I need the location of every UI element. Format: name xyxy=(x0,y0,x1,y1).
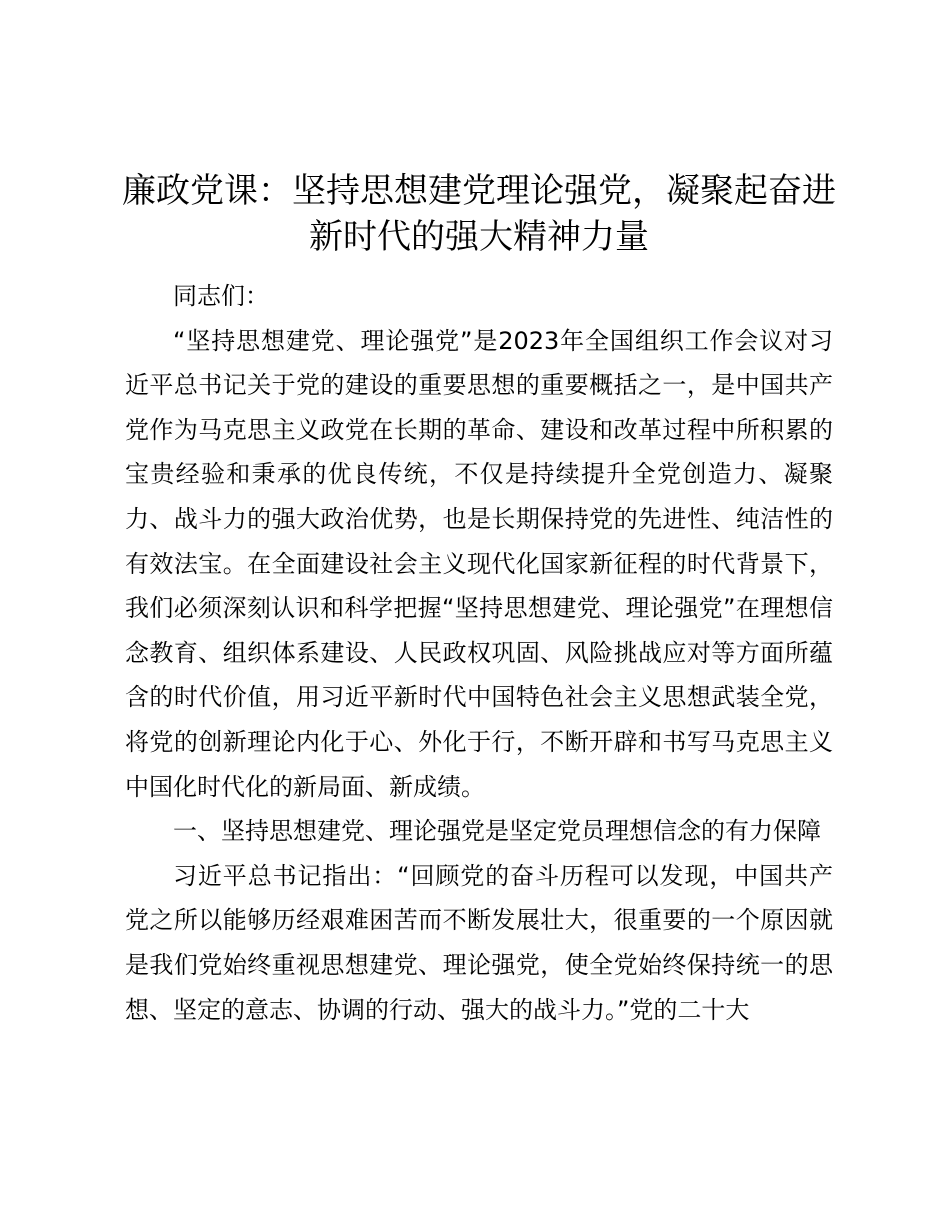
document-title: 廉政党课：坚持思想建党理论强党，凝聚起奋进新时代的强大精神力量 xyxy=(122,171,836,257)
section-heading-1: 一、坚持思想建党、理论强党是坚定党员理想信念的有力保障 xyxy=(173,817,821,846)
document-body xyxy=(122,168,836,1032)
body-paragraph: 习近平总书记指出：“回顾党的奋斗历程可以发现，中国共产党之所以能够历经艰难困苦而不断发展壮大，很重要的一个原因就是我们党始终重视思想建党、理论强党，使全党始终保持统一的思想、坚定的意志、协调的行动、强大的战斗力。”党的二十大 xyxy=(125,861,833,1024)
salutation-paragraph: 同志们： xyxy=(173,282,269,310)
intro-paragraph: “坚持思想建党、理论强党”是2023年全国组织工作会议对习近平总书记关于党的建设的重要思想的重要概括之一，是中国共产党作为马克思主义政党在长期的革命、建设和改革过程中所积累的宝贵经验和秉承的优良传统，不仅是持续提升全党创造力、凝聚力、战斗力的强大政治优势，也是长期保持党的先进性、纯洁性的有效法宝。在全面建设社会主义现代化国家新征程的时代背景下，我们必须深刻认识和科学把握“坚持思想建党、理论强党”在理想信念教育、组织体系建设、人民政权巩固、风险挑战应对等方面所蕴含的时代价值，用习近平新时代中国特色社会主义思想武装全党，将党的创新理论内化于心、外化于行，不断开辟和书写马克思主义中国化时代化的新局面、新成绩。 xyxy=(125,326,833,801)
